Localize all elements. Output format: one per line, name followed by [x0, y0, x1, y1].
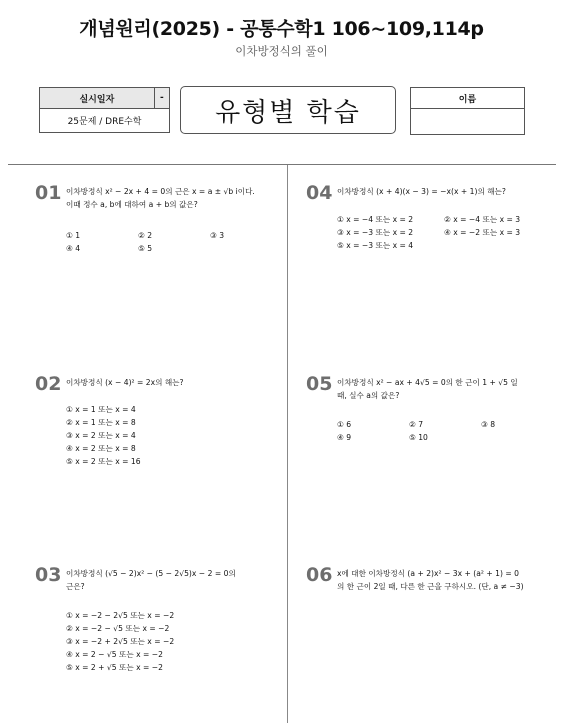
choice[interactable]: ④ x = 2 − √5 또는 x = −2 — [66, 650, 163, 659]
choice[interactable]: ⑤ x = 2 또는 x = 16 — [66, 457, 141, 466]
choice[interactable]: ② x = −4 또는 x = 3 — [444, 215, 521, 224]
date-label: 실시일자 — [40, 88, 155, 109]
choice[interactable]: ② x = 1 또는 x = 8 — [66, 418, 136, 427]
choice[interactable]: ① x = −2 − 2√5 또는 x = −2 — [66, 611, 175, 620]
choice-list — [66, 403, 141, 468]
count-text: 25문제 / DRE수학 — [40, 109, 170, 133]
choice[interactable]: ① 6 — [337, 420, 352, 429]
choice[interactable]: ⑤ x = 2 + √5 또는 x = −2 — [66, 663, 163, 672]
question-text — [66, 185, 255, 211]
choice-list — [66, 609, 174, 674]
page-title: 개념원리(2025) - 공통수학1 106~109,114p — [79, 18, 484, 40]
question-line: 때, 실수 a의 값은? — [337, 391, 400, 400]
question-line: 이차방정식 (x + 4)(x − 3) = −x(x + 1)의 해는? — [337, 187, 506, 196]
choice[interactable]: ⑤ x = −3 또는 x = 4 — [337, 241, 414, 250]
choice[interactable]: ③ x = −3 또는 x = 2 — [337, 228, 414, 237]
question-line: 이차방정식 (√5 − 2)x² − (5 − 2√5)x − 2 = 0의 — [66, 569, 236, 578]
page-subtitle: 이차방정식의 풀이 — [235, 44, 328, 58]
choice[interactable]: ③ 8 — [481, 420, 496, 429]
choice[interactable]: ④ 9 — [337, 433, 352, 442]
question-text — [337, 376, 518, 402]
question-line: x에 대한 이차방정식 (a + 2)x² − 3x + (a² + 1) = 0 — [337, 569, 519, 578]
question-text — [66, 567, 236, 593]
question-line: 근은? — [66, 582, 85, 591]
question-line: 이차방정식 x² − 2x + 4 = 0의 근은 x = a ± √b i이다. — [66, 187, 255, 196]
name-label: 이름 — [411, 88, 524, 109]
column-divider — [287, 165, 288, 723]
choice[interactable]: ② 2 — [138, 231, 153, 240]
banner-title: 유형별 학습 — [180, 86, 396, 134]
name-field[interactable] — [411, 109, 524, 134]
question-number: 06 — [306, 564, 333, 586]
choice[interactable]: ① x = 1 또는 x = 4 — [66, 405, 136, 414]
question-line: 이차방정식 x² − ax + 4√5 = 0의 한 근이 1 + √5 일 — [337, 378, 518, 387]
choice[interactable]: ④ x = 2 또는 x = 8 — [66, 444, 136, 453]
header-divider — [8, 164, 556, 165]
choice[interactable]: ④ x = −2 또는 x = 3 — [444, 228, 521, 237]
choice[interactable]: ③ x = 2 또는 x = 4 — [66, 431, 136, 440]
choice[interactable]: ⑤ 5 — [138, 244, 153, 253]
question-line: 이차방정식 (x − 4)² = 2x의 해는? — [66, 378, 184, 387]
choice[interactable]: ① 1 — [66, 231, 81, 240]
question-number: 01 — [35, 182, 62, 204]
choice[interactable]: ③ 3 — [210, 231, 225, 240]
question-number: 03 — [35, 564, 62, 586]
question-line: 이때 정수 a, b에 대하여 a + b의 값은? — [66, 200, 198, 209]
question-line: 의 한 근이 2일 때, 다른 한 근을 구하시오. (단, a ≠ −3) — [337, 582, 524, 591]
info-box — [39, 87, 170, 133]
choice[interactable]: ① x = −4 또는 x = 2 — [337, 215, 414, 224]
choice[interactable]: ② 7 — [409, 420, 424, 429]
question-text — [337, 567, 524, 593]
name-box — [410, 87, 525, 135]
date-value: - — [154, 88, 169, 109]
choice[interactable]: ⑤ 10 — [409, 433, 428, 442]
question-text — [337, 185, 506, 198]
question-number: 04 — [306, 182, 333, 204]
question-number: 02 — [35, 373, 62, 395]
choice[interactable]: ④ 4 — [66, 244, 81, 253]
choice[interactable]: ③ x = −2 + 2√5 또는 x = −2 — [66, 637, 175, 646]
question-text — [66, 376, 184, 389]
question-number: 05 — [306, 373, 333, 395]
choice[interactable]: ② x = −2 − √5 또는 x = −2 — [66, 624, 170, 633]
